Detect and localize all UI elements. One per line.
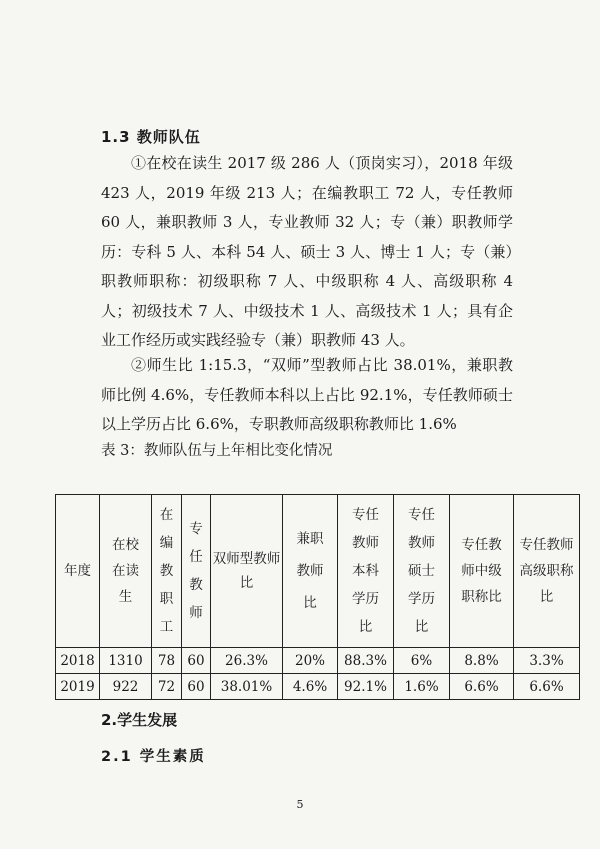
table-row: [56, 674, 580, 700]
page-number: 5: [296, 798, 304, 811]
header-year: 年度: [56, 495, 100, 648]
header-staff: 在编教职工: [152, 495, 182, 648]
table-cell: 92.1%: [338, 674, 394, 700]
table-cell: 8.8%: [450, 648, 514, 674]
header-senior-title: 专任教师高级职称比: [514, 495, 580, 648]
teacher-stats-table: [55, 494, 580, 700]
table-cell: 72: [152, 674, 182, 700]
table-cell: 2019: [56, 674, 100, 700]
header-parttime: 兼职教师比: [283, 495, 338, 648]
table-cell: 1310: [100, 648, 152, 674]
table-row: [56, 648, 580, 674]
table-cell: 88.3%: [338, 648, 394, 674]
table-cell: 38.01%: [211, 674, 283, 700]
header-bachelor: 专任教师本科学历比: [338, 495, 394, 648]
header-middle-title: 专任教师中级职称比: [450, 495, 514, 648]
header-dual-teacher: 双师型教师比: [211, 495, 283, 648]
section2-subheading: 2.1 学生素质: [101, 749, 206, 765]
table-caption: 表 3：教师队伍与上年相比变化情况: [101, 443, 333, 459]
header-fulltime: 专任教师: [182, 495, 211, 648]
table-cell: 922: [100, 674, 152, 700]
table-header-row: [56, 495, 580, 648]
table-cell: 6.6%: [450, 674, 514, 700]
paragraph-ratios: [101, 351, 513, 440]
table-cell: 20%: [283, 648, 338, 674]
header-students: 在校在读生: [100, 495, 152, 648]
paragraph-enrollment: [101, 149, 513, 356]
header-master: 专任教师硕士学历比: [394, 495, 450, 648]
table-cell: 60: [182, 674, 211, 700]
table-cell: 6%: [394, 648, 450, 674]
table-cell: 4.6%: [283, 674, 338, 700]
table-cell: 6.6%: [514, 674, 580, 700]
table-cell: 60: [182, 648, 211, 674]
table-cell: 2018: [56, 648, 100, 674]
table-cell: 78: [152, 648, 182, 674]
section2-heading: 2.学生发展: [101, 711, 178, 729]
table-cell: 1.6%: [394, 674, 450, 700]
paragraph-text: ②师生比 1:15.3，“双师”型教师占比 38.01%，兼职教师比例 4.6%，专任教师本科以上占比 92.1%，专任教师硕士以上学历占比 6.6%，专职教师高级职称教师比 1.6%: [101, 356, 513, 433]
section-heading: 1.3 教师队伍: [101, 128, 201, 146]
table-cell: 3.3%: [514, 648, 580, 674]
paragraph-text: ①在校在读生 2017 级 286 人（顶岗实习），2018 年级 423 人，2019 年级 213 人；在编教职工 72 人，专任教师 60 人，兼职教师 3 人，专业教师 32 人；专（兼）职教师学历：专科 5 人、本科 54 人、硕士 3 人、博士 1 人；专（兼）职教师职称：初级职称 7 人、中级职称 4 人、高级职称 4 人；初级技术 7 人、中级技术 1 人、高级技术 1 人；具有企业工作经历或实践经验专（兼）职教师 43 人。: [101, 154, 513, 349]
table-cell: 26.3%: [211, 648, 283, 674]
